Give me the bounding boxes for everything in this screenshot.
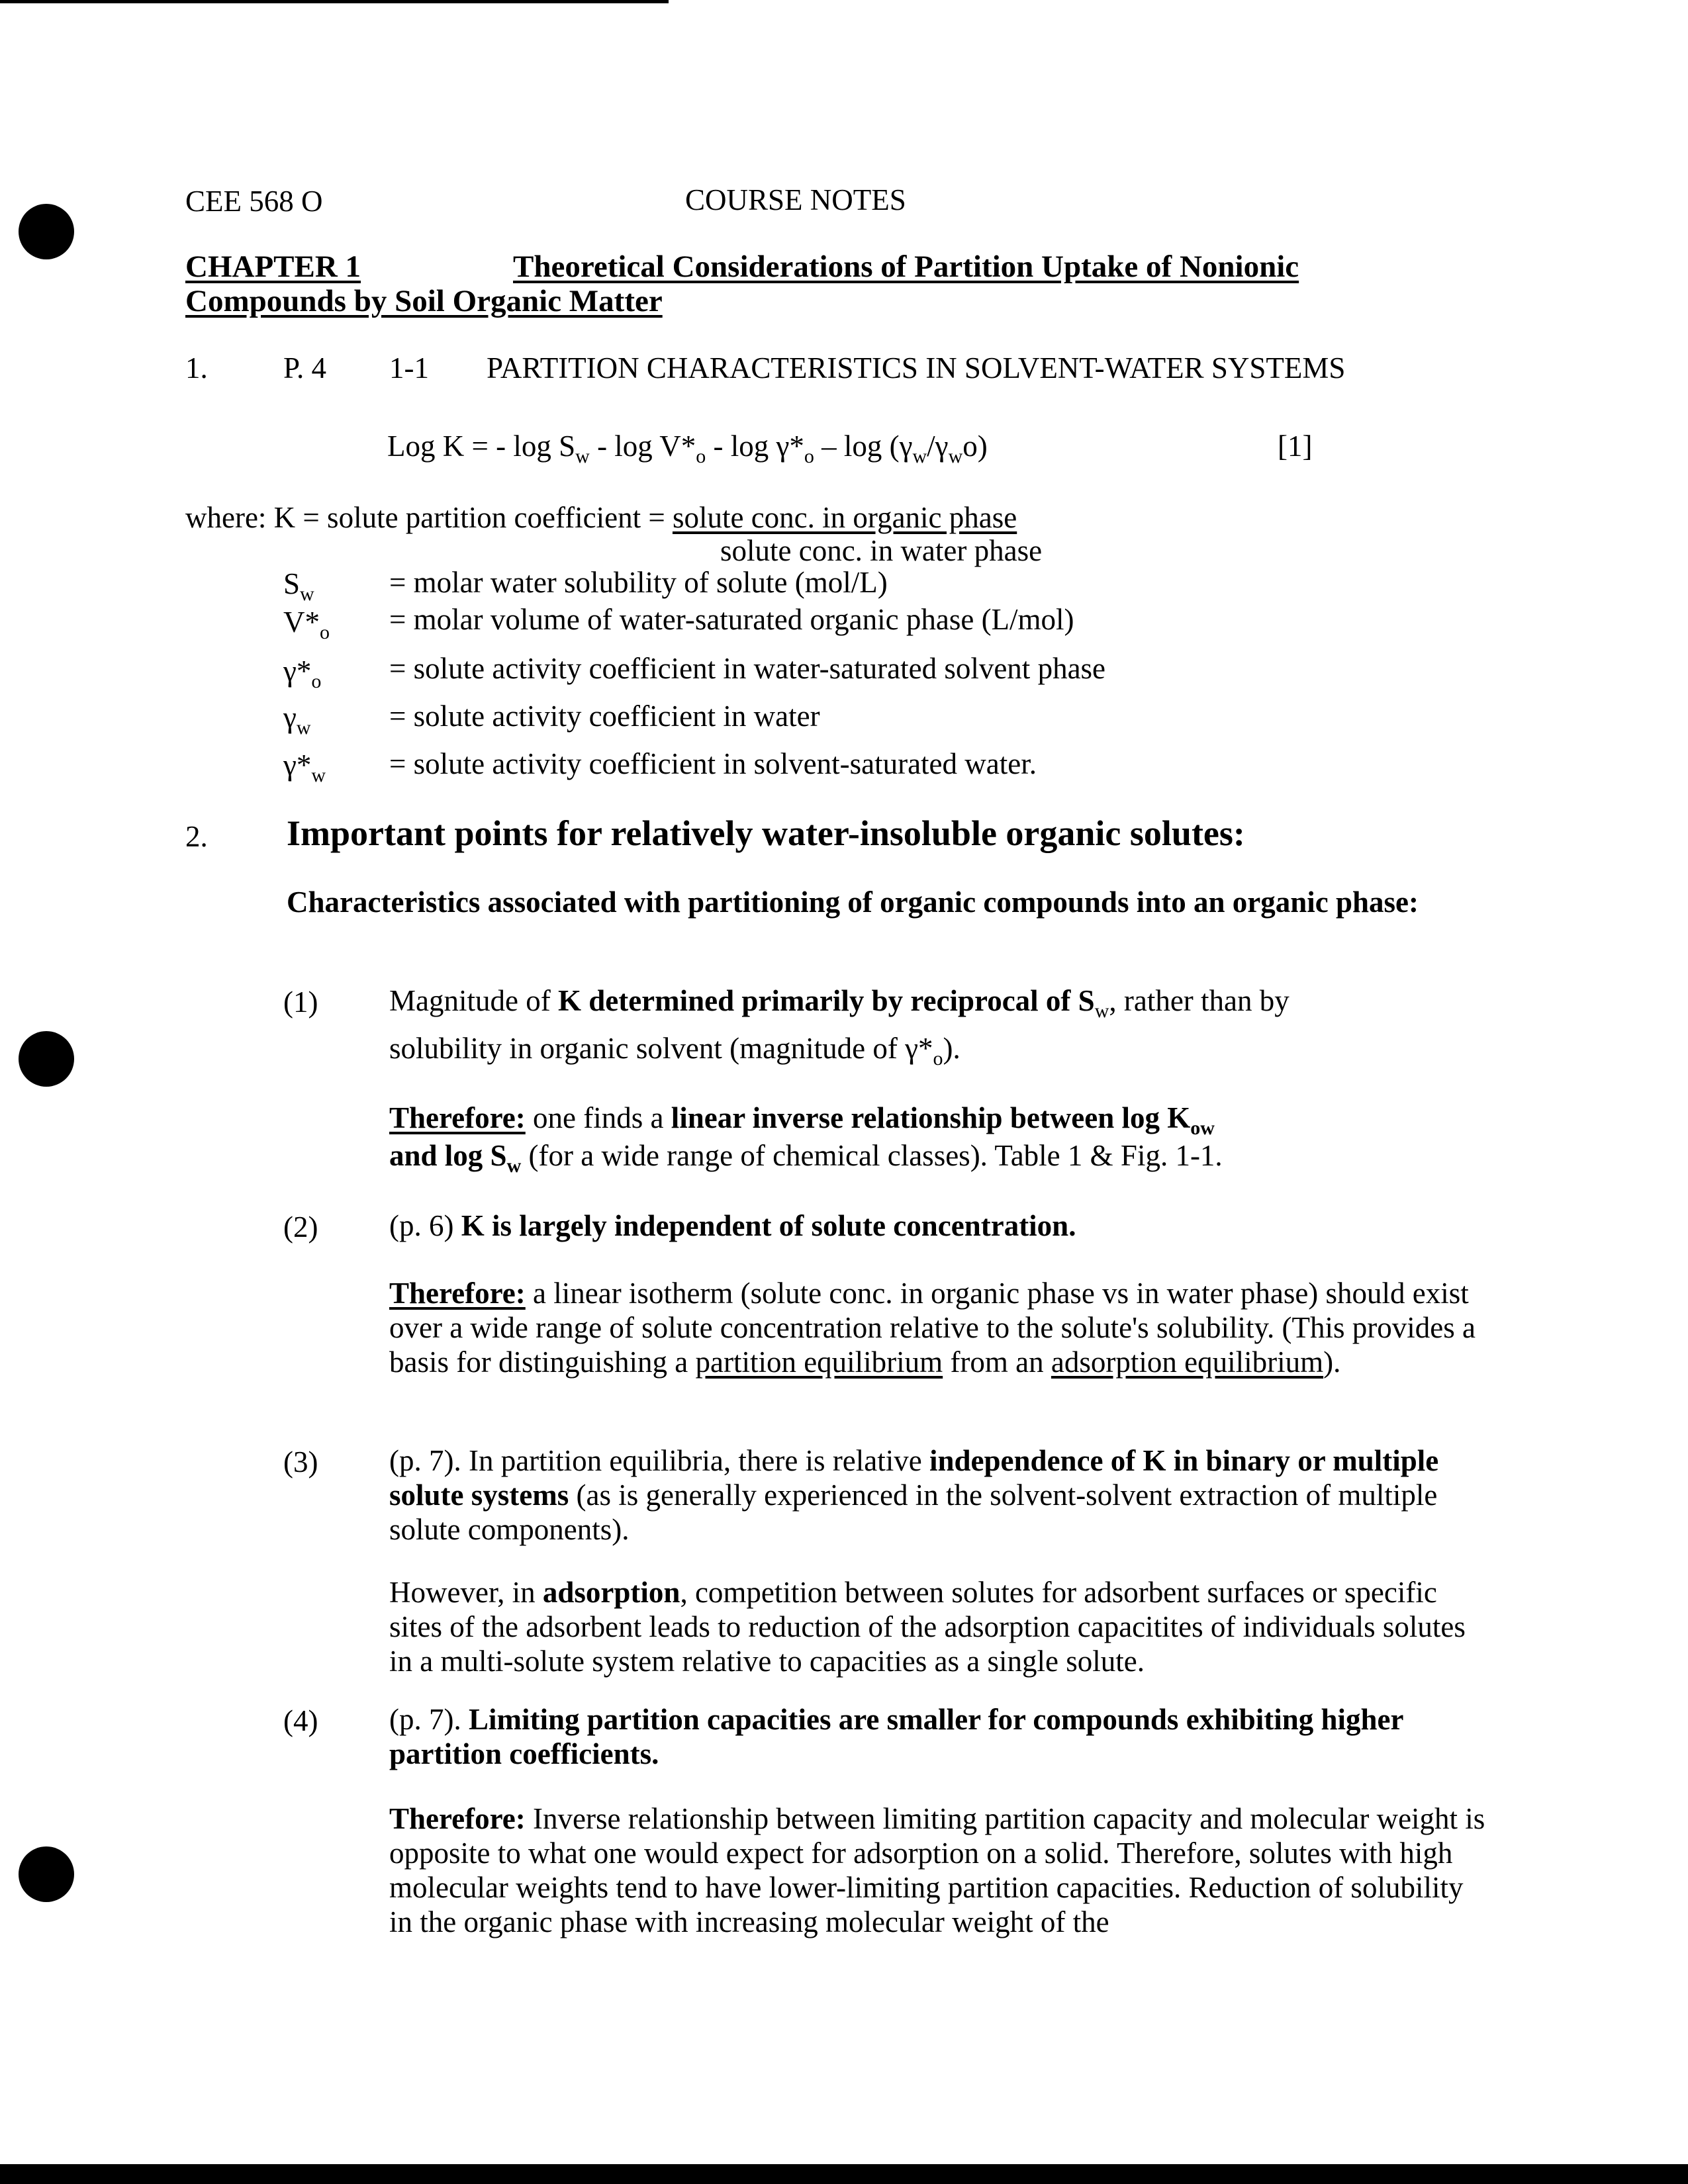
section1-title: PARTITION CHARACTERISTICS IN SOLVENT-WATER SYSTEMS <box>487 351 1346 385</box>
item2-number: (2) <box>283 1210 318 1244</box>
chapter-title-line2: Compounds by Soil Organic Matter <box>185 284 663 318</box>
section1-page: P. 4 <box>283 351 327 385</box>
section2-subheading: Characteristics associated with partitioning of organic compounds into an organic phase: <box>287 886 1419 919</box>
punch-hole-top <box>19 204 74 259</box>
item4-therefore-paragraph: Therefore: Inverse relationship between limiting partition capacity and molecular weight is opposite to what one would expect for adsorption on a solid. Therefore, solutes with high molecular weights tend to have lower-limiting partition capacities. Reduction of solubility in the organic phase with increasing molecular weight of the <box>389 1802 1485 1938</box>
partition-equilibrium-text: partition equilibrium <box>695 1345 943 1379</box>
course-code: CEE 568 O <box>185 185 323 218</box>
def-text-vo: = molar volume of water-saturated organic phase (L/mol) <box>389 603 1074 636</box>
punch-hole-bottom <box>19 1846 74 1902</box>
item3-number: (3) <box>283 1445 318 1479</box>
chapter-title-line1: Theoretical Considerations of Partition Uptake of Nonionic <box>513 250 1299 284</box>
item4-heading: (p. 7). Limiting partition capacities are smaller for compounds exhibiting higher partition coefficients. <box>389 1703 1403 1770</box>
item1-therefore-line2: and $\log S_w$ (for a wide range of chemical classes). Table 1 & Fig. 1-1. <box>389 1139 1223 1177</box>
section1-subsection: 1-1 <box>389 351 429 385</box>
def-symbol-gamma-o: $\gamma*_o$ <box>283 655 322 692</box>
item2-heading: (p. 6) K is largely independent of solute concentration. <box>389 1209 1076 1242</box>
def-text-gamma-w: = solute activity coefficient in water <box>389 700 820 733</box>
def-text-sw: = molar water solubility of solute (mol/L) <box>389 566 888 599</box>
fraction-numerator: solute conc. in organic phase <box>672 501 1017 534</box>
item4-number: (4) <box>283 1704 318 1737</box>
def-symbol-sw: $S_w$ <box>283 567 314 605</box>
item3-paragraph: (p. 7). In partition equilibria, there is relative independence of K in binary or multiple solute systems (as is generally experienced in the solvent-solvent extraction of multiple solute components). <box>389 1444 1439 1546</box>
scan-bottom-edge-bar <box>0 2164 1688 2184</box>
def-text-gamma-star-w: = solute activity coefficient in solvent-saturated water. <box>389 747 1037 780</box>
item3-adsorption-paragraph: However, in adsorption, competition between solutes for adsorbent surfaces or specific sites of the adsorbent leads to reduction of the adsorption capacitites of individuals solutes in a multi-solute system relative to capacities as a single solute. <box>389 1576 1466 1678</box>
def-text-gamma-o: = solute activity coefficient in water-saturated solvent phase <box>389 652 1106 685</box>
section2-number: 2. <box>185 820 208 853</box>
fraction-denominator: solute conc. in water phase <box>720 534 1043 567</box>
chapter-label: CHAPTER 1 <box>185 250 361 284</box>
page-title: COURSE NOTES <box>685 183 906 216</box>
def-symbol-gamma-w: $\gamma_w$ <box>283 701 311 739</box>
section1-number: 1. <box>185 351 208 385</box>
item1-line1: Magnitude of K determined primarily by reciprocal of $S_w$, rather than by <box>389 984 1289 1022</box>
punch-hole-middle <box>19 1031 74 1087</box>
def-symbol-gamma-star-w: $\gamma*_w$ <box>283 749 326 786</box>
item1-line2: solubility in organic solvent (magnitude of $\gamma*_o$). <box>389 1032 961 1069</box>
scan-top-edge-line <box>0 0 669 3</box>
item2-therefore-paragraph: Therefore: a linear isotherm (solute conc. in organic phase vs in water phase) should exist over a wide range of solute concentration relative to the solute's solubility. (This provides a basis for distinguishing a partition equilibrium from an adsorption equilibrium). <box>389 1277 1476 1379</box>
equation-1: Log K = - $\log S_w$ - $\log V*_o$ - $\log \gamma*_o$ – $\log (\gamma_w/\gamma_wo)$ <box>387 430 988 467</box>
equation-number: [1] <box>1278 430 1313 463</box>
def-symbol-vo: $V*_o$ <box>283 606 330 643</box>
item1-number: (1) <box>283 985 318 1019</box>
adsorption-equilibrium-text: adsorption equilibrium <box>1051 1345 1324 1379</box>
section2-title: Important points for relatively water-insoluble organic solutes: <box>287 813 1245 853</box>
where-intro: where: K = solute partition coefficient = solute conc. in organic phase <box>185 501 1017 534</box>
item1-therefore-line1: Therefore: one finds a linear inverse relationship between $\log K_{ow}$ <box>389 1101 1215 1139</box>
